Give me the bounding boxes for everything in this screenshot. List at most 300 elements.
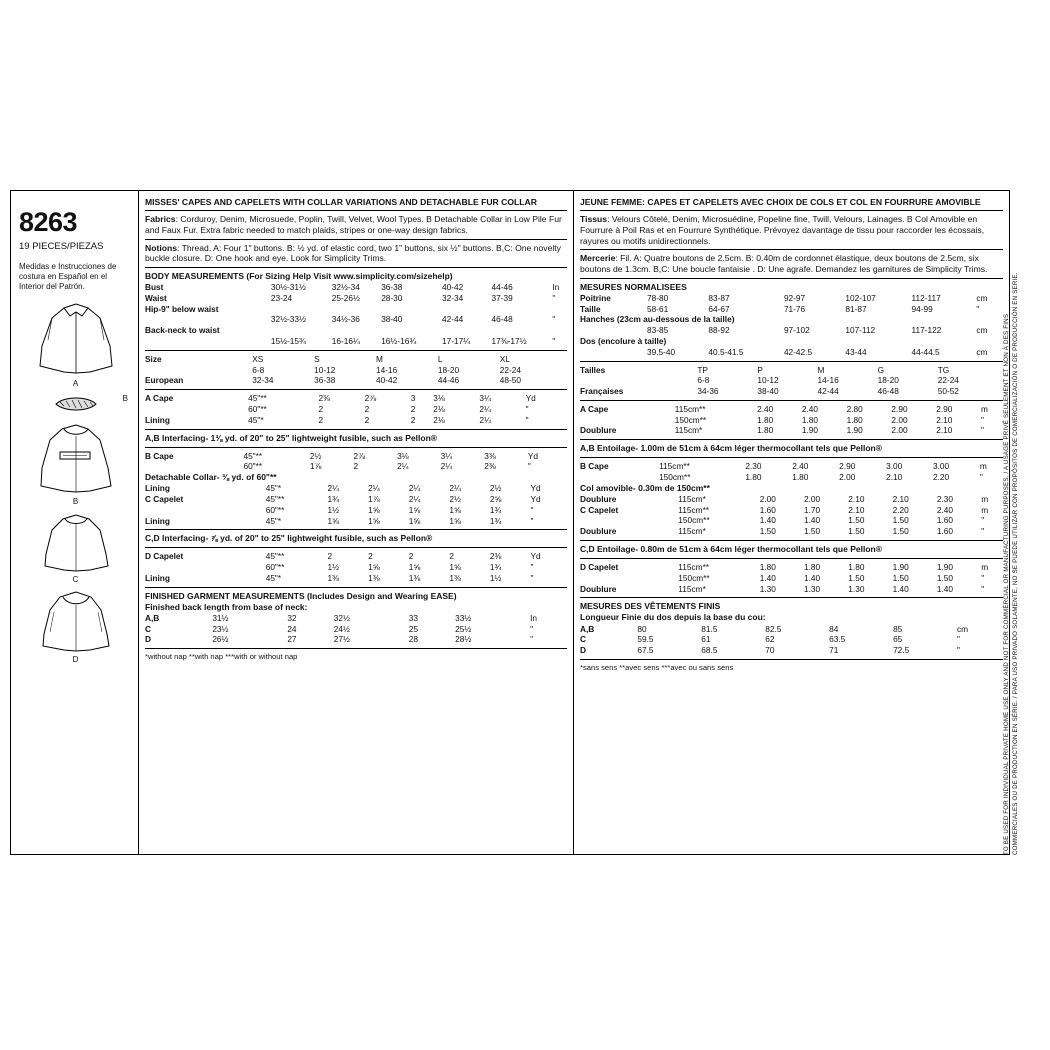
yardage-rows bbox=[145, 393, 567, 425]
row-label: Lining bbox=[145, 414, 170, 425]
unit: " bbox=[552, 292, 556, 303]
cell: 15½-15¾ bbox=[270, 336, 306, 347]
cell: 2¼ bbox=[408, 483, 421, 494]
divider bbox=[145, 447, 567, 448]
cell: 102-107 bbox=[845, 292, 876, 303]
table-row bbox=[145, 325, 567, 336]
cell: 40-42 bbox=[442, 282, 464, 293]
cell: 27½ bbox=[333, 634, 350, 645]
cell: 2.30 bbox=[936, 493, 954, 504]
unit: " bbox=[981, 526, 985, 537]
row-label: C Capelet bbox=[580, 504, 619, 515]
col-amovible-note: Col amovible- 0.30m de 150cm** bbox=[580, 482, 710, 493]
notions-text: : Thread. A: Four 1" buttons. B: ½ yd. of elastic cord, two 1" buttons, six ½" buttons. B,C: One novelty buckle closure. D: One hook and eye. Look for Simplicity Trims. bbox=[145, 242, 561, 264]
finished-rows bbox=[145, 613, 567, 645]
table-row bbox=[145, 573, 567, 584]
cell: 2.10 bbox=[936, 414, 953, 425]
cell: 2.90 bbox=[936, 403, 953, 414]
unit: cm bbox=[956, 623, 969, 634]
cell: 1⅞ bbox=[309, 461, 322, 472]
fabric-width: 115cm* bbox=[678, 526, 706, 537]
cell: 64-67 bbox=[708, 303, 730, 314]
row-label: C bbox=[145, 623, 151, 634]
cell: 50-52 bbox=[937, 386, 959, 397]
mercerie-label: Mercerie bbox=[580, 253, 616, 264]
unit: " bbox=[530, 515, 534, 526]
cell: 65 bbox=[893, 634, 903, 645]
cell: 1⅝ bbox=[449, 515, 461, 526]
unit: " bbox=[981, 572, 985, 583]
cell: 81-87 bbox=[845, 303, 867, 314]
cell: 2.40 bbox=[936, 504, 954, 515]
cell: 2 bbox=[408, 551, 414, 562]
fabric-width: 45"* bbox=[265, 483, 282, 494]
cell: 18-20 bbox=[877, 375, 899, 386]
table-row bbox=[580, 415, 1003, 426]
row-label: D Capelet bbox=[145, 551, 184, 562]
cell: 1⅝ bbox=[327, 515, 340, 526]
cell: 36-38 bbox=[381, 282, 403, 293]
table-row bbox=[580, 293, 1003, 304]
cell: 2 bbox=[327, 551, 333, 562]
cell: M bbox=[817, 364, 825, 375]
cell: TG bbox=[937, 364, 950, 375]
table-row bbox=[580, 325, 1003, 336]
cell: 2.10 bbox=[848, 504, 865, 515]
figure-c bbox=[19, 510, 132, 584]
row-label bbox=[145, 404, 248, 415]
unit: In bbox=[552, 282, 560, 293]
figure-c-label: C bbox=[72, 575, 79, 584]
cell: 67.5 bbox=[637, 645, 654, 656]
unit: " bbox=[530, 623, 534, 634]
cell: 14-16 bbox=[375, 364, 398, 375]
table-row bbox=[145, 314, 567, 325]
cell: 1⅝ bbox=[408, 562, 421, 573]
table-row bbox=[145, 505, 567, 516]
cell: 78-80 bbox=[647, 292, 669, 303]
table-row bbox=[145, 365, 567, 376]
cell: 2⅜ bbox=[484, 461, 496, 472]
row-label bbox=[580, 325, 647, 336]
french-pane bbox=[574, 191, 1009, 854]
row-label bbox=[145, 562, 266, 573]
cell: 36-38 bbox=[314, 375, 336, 386]
unit: " bbox=[527, 461, 531, 472]
divider bbox=[145, 648, 567, 649]
row-label bbox=[580, 415, 675, 426]
cell: 44-46 bbox=[437, 375, 460, 386]
cell: 2¼ bbox=[397, 461, 409, 472]
table-row bbox=[580, 347, 1003, 358]
cell: 31½ bbox=[212, 612, 229, 623]
cell: 1.50 bbox=[892, 526, 909, 537]
fabric-width: 150cm** bbox=[674, 414, 707, 425]
cell: 25 bbox=[408, 623, 418, 634]
body-measurements-table bbox=[145, 282, 567, 347]
table-row bbox=[580, 336, 1003, 347]
cell: 3 bbox=[410, 393, 416, 404]
yardage-table-b bbox=[145, 451, 567, 473]
table-row bbox=[580, 562, 1003, 573]
mesures-rows bbox=[580, 293, 1003, 358]
notions-line bbox=[145, 243, 567, 264]
table-row bbox=[145, 354, 567, 365]
cell: 1⅝ bbox=[368, 515, 380, 526]
cell: 117-122 bbox=[911, 325, 942, 336]
cell: 1⅝ bbox=[408, 515, 421, 526]
table-row bbox=[145, 624, 567, 635]
cell: 1.70 bbox=[804, 504, 821, 515]
pattern-number: 8263 bbox=[19, 207, 78, 237]
table-row bbox=[580, 526, 1003, 537]
fabric-width: 115cm** bbox=[678, 562, 710, 573]
row-label: Bust bbox=[145, 282, 164, 293]
cell: 2.20 bbox=[933, 472, 950, 483]
table-row bbox=[580, 314, 1003, 325]
figure-b-label: B bbox=[122, 394, 128, 403]
cell: 2.10 bbox=[936, 425, 953, 436]
cell: 3.00 bbox=[886, 461, 903, 472]
cell: 1.90 bbox=[892, 562, 909, 573]
cell: 1½ bbox=[327, 562, 340, 573]
cell: 2.00 bbox=[839, 472, 856, 483]
row-label bbox=[580, 375, 697, 386]
row-label: Doublure bbox=[580, 526, 617, 537]
row-label: D bbox=[145, 634, 151, 645]
row-label bbox=[145, 505, 266, 516]
cell: 72.5 bbox=[893, 645, 910, 656]
fabric-width: 45"** bbox=[265, 551, 285, 562]
table-row bbox=[580, 505, 1003, 516]
cell: 2½ bbox=[309, 450, 322, 461]
cell: 2.10 bbox=[892, 493, 909, 504]
english-pane bbox=[139, 191, 574, 854]
cell: 107-112 bbox=[845, 325, 876, 336]
interfacing-note-cd: C,D Interfacing- ⅞ yd. of 20" to 25" lightweight fusible, such as Pellon® bbox=[145, 533, 433, 544]
mesures-table bbox=[580, 293, 1003, 358]
nap-footnote: *without nap **with nap ***with or without nap bbox=[145, 652, 298, 662]
table-row bbox=[145, 375, 567, 386]
cell: 22-24 bbox=[499, 364, 521, 375]
cell: 2⅞ bbox=[353, 450, 366, 461]
divider bbox=[580, 400, 1003, 401]
garment-figures bbox=[19, 300, 132, 664]
table-row bbox=[580, 494, 1003, 505]
unit: " bbox=[981, 515, 985, 526]
figure-b-cape bbox=[19, 420, 132, 506]
table-row bbox=[145, 634, 567, 645]
cell: 16½-16¾ bbox=[381, 336, 417, 347]
fabric-width: 45"* bbox=[265, 572, 282, 583]
row-label: Back-neck to waist bbox=[145, 325, 220, 336]
detachable-collar-illustration bbox=[30, 392, 122, 416]
unit: " bbox=[530, 634, 534, 645]
row-label bbox=[145, 461, 243, 472]
finished-measurements-table bbox=[145, 613, 567, 645]
table-row bbox=[145, 393, 567, 404]
table-row bbox=[145, 336, 567, 347]
cell: 14-16 bbox=[817, 375, 839, 386]
metrage-table-b bbox=[580, 461, 1003, 483]
cell: 37-39 bbox=[491, 292, 513, 303]
cell: 92-97 bbox=[783, 292, 806, 303]
figure-b-cape-label: B bbox=[72, 497, 79, 506]
cell: 27 bbox=[287, 634, 297, 645]
row-label: C Capelet bbox=[145, 493, 184, 504]
row-label: A,B bbox=[580, 623, 595, 634]
fabric-width: 115cm* bbox=[678, 493, 706, 504]
table-row bbox=[580, 461, 1003, 472]
cell: 44-46 bbox=[491, 282, 513, 293]
left-column bbox=[11, 191, 139, 854]
cell: 1⅜ bbox=[449, 572, 461, 583]
unit: " bbox=[552, 336, 556, 347]
row-label bbox=[580, 347, 647, 358]
english-title: MISSES' CAPES AND CAPELETS WITH COLLAR VARIATIONS AND DETACHABLE FUR COLLAR bbox=[145, 197, 537, 207]
unit: " bbox=[979, 472, 983, 483]
row-label: European bbox=[145, 375, 184, 386]
cell: 2⅝ bbox=[489, 493, 502, 504]
fabric-width: 45"* bbox=[248, 414, 264, 425]
cell: 48-50 bbox=[499, 375, 521, 386]
metrage-rows bbox=[580, 404, 1003, 436]
divider bbox=[580, 278, 1003, 279]
cell: 1.50 bbox=[848, 572, 865, 583]
row-label: Tailles bbox=[580, 364, 606, 375]
figure-d-label: D bbox=[72, 655, 79, 664]
unit: " bbox=[552, 314, 556, 325]
unit: " bbox=[980, 425, 984, 436]
cell: 61 bbox=[701, 634, 711, 645]
cell: 1.30 bbox=[848, 583, 865, 594]
cell: 3¼ bbox=[479, 393, 491, 404]
cell: 1½ bbox=[327, 504, 340, 515]
cell: 28½ bbox=[455, 634, 472, 645]
cell: 2¼ bbox=[440, 461, 453, 472]
row-label: C bbox=[580, 634, 586, 645]
divider bbox=[145, 529, 567, 530]
cell: 16-16¼ bbox=[331, 336, 360, 347]
info-sheet bbox=[10, 190, 1010, 855]
tissus-text: : Velours Côtelé, Denim, Microsuédine, Popeline fine, Twill, Velours, Lainages. B Col Amovible en Fourrure à Poil Ras et en Fourrure Synthétique. Prévoyez davantage de tissu pour raccorder les écossais, rayures ou motifs unidirectionnels. bbox=[580, 214, 985, 246]
cell: 81.5 bbox=[701, 623, 718, 634]
table-row bbox=[580, 472, 1003, 483]
mercerie-text: : Fil. A: Quatre boutons de 2.5cm. B: 0.40m de cordonnet élastique, deux boutons de 2.5cm, six boutons de 1.3cm. B,C: Une boucle fantaisie . D: Une agrafe. Demandez les garnitures de Simplicity Trims. bbox=[580, 253, 988, 275]
row-label: Poitrine bbox=[580, 292, 611, 303]
cell: 2¼ bbox=[327, 483, 340, 494]
cell: 46-48 bbox=[877, 386, 899, 397]
cell: 2¼ bbox=[479, 403, 491, 414]
row-label: B Cape bbox=[145, 450, 174, 461]
cell: 2¼ bbox=[479, 414, 491, 425]
row-label: A Cape bbox=[145, 393, 174, 404]
cell: 1⅞ bbox=[368, 493, 380, 504]
tailles-rows bbox=[580, 365, 1003, 397]
mercerie-line bbox=[580, 253, 1003, 274]
cell: L bbox=[437, 353, 443, 364]
cell: 2½ bbox=[449, 493, 461, 504]
cell: 32½-34 bbox=[331, 282, 360, 293]
cape-b-illustration bbox=[30, 420, 122, 496]
unit: " bbox=[530, 572, 534, 583]
cell: 32½-33½ bbox=[270, 314, 306, 325]
cell: 85 bbox=[893, 623, 903, 634]
cell: 3⅛ bbox=[397, 450, 409, 461]
table-row bbox=[145, 282, 567, 293]
body-measurements-rows bbox=[145, 282, 567, 347]
cell: 2.20 bbox=[892, 504, 909, 515]
fabric-width: 150cm** bbox=[678, 515, 710, 526]
row-label: D bbox=[580, 645, 586, 656]
yardage-table-d bbox=[145, 551, 567, 583]
cell: 1¾ bbox=[489, 504, 502, 515]
table-row bbox=[145, 293, 567, 304]
cell: 22-24 bbox=[937, 375, 959, 386]
size-rows bbox=[145, 354, 567, 386]
unit: " bbox=[530, 562, 534, 573]
table-row bbox=[580, 515, 1003, 526]
unit: " bbox=[981, 583, 985, 594]
unit: In bbox=[530, 612, 538, 623]
fabric-width: 60"** bbox=[265, 562, 285, 573]
cell: 1.50 bbox=[848, 515, 865, 526]
cell: 17⅜-17½ bbox=[491, 336, 527, 347]
mesures-finis-rows bbox=[580, 624, 1003, 656]
cell: 1¾ bbox=[327, 493, 340, 504]
cell: G bbox=[877, 364, 885, 375]
cell: 23½ bbox=[212, 623, 229, 634]
cell bbox=[271, 325, 567, 336]
cell: 30½-31½ bbox=[270, 282, 306, 293]
cell: 1⅜ bbox=[408, 572, 421, 583]
sens-footnote: *sans sens **avec sens ***avec ou sans sens bbox=[580, 662, 734, 672]
cell: 97-102 bbox=[783, 325, 810, 336]
row-label: Size bbox=[145, 353, 162, 364]
cell: 32-34 bbox=[252, 375, 274, 386]
fabric-width: 115cm** bbox=[678, 504, 710, 515]
cell: 1.50 bbox=[759, 526, 776, 537]
cell: 6-8 bbox=[697, 375, 710, 386]
cell: 1.80 bbox=[804, 562, 821, 573]
unit: " bbox=[956, 634, 960, 645]
table-row bbox=[580, 634, 1003, 645]
cell: 2 bbox=[318, 403, 324, 414]
figure-d bbox=[19, 588, 132, 664]
unit: Yd bbox=[525, 393, 536, 404]
cell: 2⅛ bbox=[433, 414, 445, 425]
cell: 2.00 bbox=[759, 493, 776, 504]
cell: 1.80 bbox=[757, 425, 774, 436]
unit: m bbox=[979, 461, 987, 472]
cell: 10-12 bbox=[314, 364, 336, 375]
cell: 80 bbox=[637, 623, 647, 634]
fabrics-text: : Corduroy, Denim, Microsuede, Poplin, Twill, Velvet, Wool Types. B Detachable Collar in Low Pile Fur and Faux Fur. Extra fabric needed to match plaids, stripes or one-way design fabrics. bbox=[145, 214, 562, 235]
cell: 1.80 bbox=[759, 562, 776, 573]
row-label: Taille bbox=[580, 303, 601, 314]
row-label bbox=[580, 515, 678, 526]
entoilage-note-ab: A,B Entoilage- 1.00m de 51cm à 64cm léger thermocollant tels que Pellon® bbox=[580, 443, 882, 454]
cell: 46-48 bbox=[491, 314, 513, 325]
cell: 40-42 bbox=[375, 375, 398, 386]
fabric-width: 60"** bbox=[248, 403, 267, 414]
cell: 17-17¼ bbox=[442, 336, 471, 347]
divider bbox=[145, 350, 567, 351]
cell: 71-76 bbox=[783, 303, 806, 314]
fabric-width: 150cm** bbox=[659, 472, 691, 483]
cell: 1⅝ bbox=[449, 562, 461, 573]
mesures-finis-heading: MESURES DES VÊTEMENTS FINIS bbox=[580, 601, 721, 612]
cell: 2.00 bbox=[891, 414, 908, 425]
cell: 1⅝ bbox=[368, 504, 380, 515]
cell: 2 bbox=[368, 551, 373, 562]
fabric-width: 45"** bbox=[248, 393, 267, 404]
divider bbox=[145, 267, 567, 268]
cell: 2.10 bbox=[848, 493, 865, 504]
cell: 2⅜ bbox=[318, 393, 330, 404]
cell: 2.40 bbox=[757, 403, 774, 414]
cell: 42-44 bbox=[817, 386, 839, 397]
row-label bbox=[145, 314, 271, 325]
metrage-rows bbox=[580, 562, 1003, 594]
cell: 68.5 bbox=[701, 645, 718, 656]
mesures-finis-table bbox=[580, 624, 1003, 656]
row-label bbox=[580, 573, 678, 584]
cell: 3⅜ bbox=[484, 450, 496, 461]
table-row bbox=[145, 494, 567, 505]
cell: 32-34 bbox=[442, 292, 464, 303]
cell: 6-8 bbox=[252, 364, 265, 375]
unit: m bbox=[981, 504, 989, 515]
cell: 2.90 bbox=[891, 403, 908, 414]
unit: Yd bbox=[530, 493, 541, 504]
divider bbox=[580, 361, 1003, 362]
row-label: B Cape bbox=[580, 461, 609, 472]
interfacing-note-ab: A,B Interfacing- 1⅜ yd. of 20" to 25" lightweight fusible, such as Pellon® bbox=[145, 432, 438, 443]
cell: 2 bbox=[410, 403, 416, 414]
unit: " bbox=[980, 414, 984, 425]
cell: 1.50 bbox=[892, 572, 909, 583]
cell: 1.50 bbox=[936, 572, 954, 583]
yardage-rows bbox=[145, 451, 567, 473]
spanish-note: Medidas e Instrucciones de costura en Español en el Interior del Patrón. bbox=[19, 262, 117, 291]
cell: 62 bbox=[765, 634, 775, 645]
divider bbox=[580, 249, 1003, 250]
cell: 3.00 bbox=[933, 461, 950, 472]
unit: " bbox=[976, 303, 980, 314]
legal-notice-text bbox=[1002, 190, 1036, 855]
cell: 1.50 bbox=[848, 526, 865, 537]
cell: 1.60 bbox=[759, 504, 776, 515]
unit bbox=[562, 365, 567, 376]
fabric-width: 60"** bbox=[243, 461, 263, 472]
cell: 1.40 bbox=[804, 572, 821, 583]
row-label: Hanches (23cm au-dessous de la taille) bbox=[580, 314, 735, 325]
cell: 2.00 bbox=[804, 493, 821, 504]
cell: 1.40 bbox=[892, 583, 909, 594]
yardage-table-a bbox=[145, 393, 567, 425]
table-row bbox=[580, 365, 1003, 376]
piece-count: 19 PIECES/PIEZAS bbox=[19, 241, 104, 252]
cell: 83-85 bbox=[647, 325, 669, 336]
fabric-width: 150cm** bbox=[678, 572, 710, 583]
cell: 84 bbox=[829, 623, 839, 634]
cell: 1⅜ bbox=[327, 572, 340, 583]
row-label: Hip-9" below waist bbox=[145, 303, 219, 314]
cell: S bbox=[314, 353, 320, 364]
cell: 24½ bbox=[333, 623, 350, 634]
tailles-table bbox=[580, 365, 1003, 397]
